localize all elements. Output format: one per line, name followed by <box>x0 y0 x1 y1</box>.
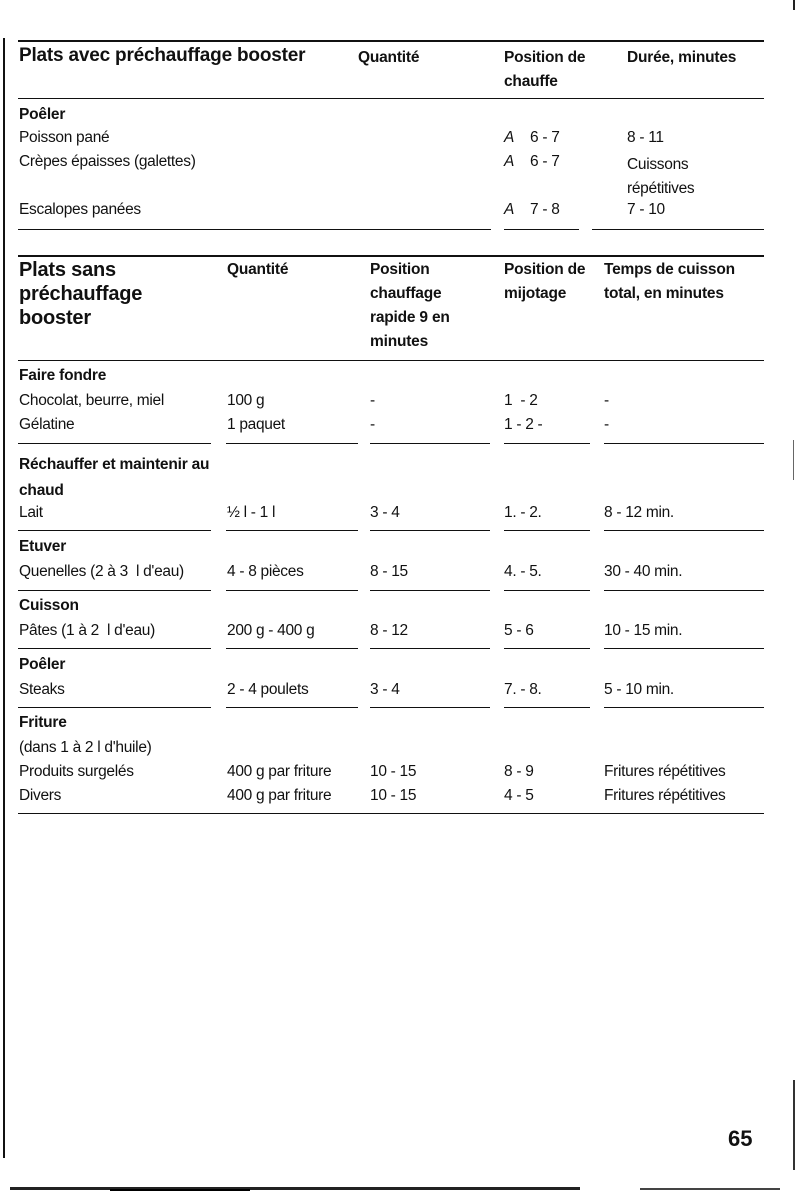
table-row-mijotage: 4. - 5. <box>504 563 542 580</box>
right-edge-mark <box>793 1080 795 1170</box>
row-rule <box>504 707 590 708</box>
booster-symbol-icon: A <box>504 153 515 170</box>
section-title: Friture <box>19 714 67 731</box>
table-row-dish: Steaks <box>19 681 65 698</box>
table-row-duration: 8 - 11 <box>627 129 664 146</box>
table-row-time: 10 - 15 min. <box>604 622 683 639</box>
row-rule <box>370 443 490 444</box>
booster-symbol-icon: A <box>504 201 515 218</box>
table-row-position: A 7 - 8 <box>504 201 560 218</box>
row-rule <box>370 530 490 531</box>
table-row-mijotage: 7. - 8. <box>504 681 542 698</box>
table-row-time: 5 - 10 min. <box>604 681 674 698</box>
table-row-time: Fritures répétitives <box>604 763 726 780</box>
section-title: Faire fondre <box>19 367 107 384</box>
table-row-dish: Chocolat, beurre, miel <box>19 392 165 409</box>
column-header-time-total: Temps de cuisson total, en minutes <box>604 261 735 302</box>
table-row-rapide: 10 - 15 <box>370 763 417 780</box>
row-rule <box>370 648 490 649</box>
bottom-scan-line <box>10 1187 580 1190</box>
row-rule <box>226 590 358 591</box>
section-note: (dans 1 à 2 l d'huile) <box>19 739 152 756</box>
table-row-mijotage: 1 - 2 - <box>504 416 543 433</box>
column-header-position-rapide: Position chauffage rapide 9 en minutes <box>370 261 450 350</box>
table-row-position: A 6 - 7 <box>504 129 560 146</box>
section-title-poeler: Poêler <box>19 106 66 123</box>
table-row-mijotage: 4 - 5 <box>504 787 534 804</box>
header-rule <box>18 360 764 361</box>
section-title: Etuver <box>19 538 67 555</box>
row-rule <box>504 443 590 444</box>
row-rule <box>370 707 490 708</box>
table-row-rapide: - <box>370 416 375 433</box>
row-rule <box>604 530 764 531</box>
row-rule <box>504 530 590 531</box>
table-row-mijotage: 8 - 9 <box>504 763 534 780</box>
column-header-quantity: Quantité <box>227 261 289 278</box>
row-rule <box>18 648 211 649</box>
table-row-time: - <box>604 392 609 409</box>
table-row-dish: Pâtes (1 à 2 l d'eau) <box>19 622 155 639</box>
table1-title: Plats avec préchauffage booster <box>19 45 306 66</box>
row-rule <box>226 443 358 444</box>
table-bottom-rule <box>504 229 579 230</box>
row-rule <box>504 648 590 649</box>
table-bottom-rule <box>592 229 764 230</box>
table-row-dish: Produits surgelés <box>19 763 134 780</box>
table-row-quantity: 400 g par friture <box>227 763 332 780</box>
table-row-dish: Poisson pané <box>19 129 110 146</box>
table-row-mijotage: 1. - 2. <box>504 504 542 521</box>
table-row-rapide: 3 - 4 <box>370 504 400 521</box>
table-row-mijotage: 1 - 2 <box>504 392 538 409</box>
row-rule <box>18 590 211 591</box>
row-rule <box>604 648 764 649</box>
table-row-time: 30 - 40 min. <box>604 563 683 580</box>
table-row-dish: Crèpes épaisses (galettes) <box>19 153 196 170</box>
bottom-scan-line <box>110 1189 250 1191</box>
table-row-dish: Gélatine <box>19 416 75 433</box>
page-number: 65 <box>728 1126 753 1151</box>
left-margin-rule <box>3 38 5 1158</box>
header-rule <box>18 98 764 99</box>
table-bottom-rule <box>18 229 491 230</box>
table-row-rapide: - <box>370 392 375 409</box>
row-rule <box>604 590 764 591</box>
row-rule <box>18 707 211 708</box>
table-bottom-rule <box>18 813 764 814</box>
table-row-time: - <box>604 416 609 433</box>
row-rule <box>226 707 358 708</box>
table-row-dish: Escalopes panées <box>19 201 141 218</box>
table-row-dish: Quenelles (2 à 3 l d'eau) <box>19 563 184 580</box>
table-row-dish: Lait <box>19 504 43 521</box>
column-header-position-mijotage: Position de mijotage <box>504 261 586 302</box>
table-row-position: A 6 - 7 <box>504 153 560 170</box>
table-row-quantity: ½ l - 1 l <box>227 504 276 521</box>
table-row-rapide: 3 - 4 <box>370 681 400 698</box>
row-rule <box>226 648 358 649</box>
table-top-rule <box>18 255 764 257</box>
row-rule <box>370 590 490 591</box>
booster-symbol-icon: A <box>504 129 515 146</box>
table-row-duration: 7 - 10 <box>627 201 665 218</box>
table-row-rapide: 8 - 15 <box>370 563 408 580</box>
table-row-quantity: 1 paquet <box>227 416 285 433</box>
table-row-rapide: 8 - 12 <box>370 622 408 639</box>
column-header-position: Position de chauffe <box>504 49 586 90</box>
right-edge-mark <box>793 440 794 480</box>
table-row-duration: Cuissons répétitives <box>627 156 695 197</box>
table-row-quantity: 200 g - 400 g <box>227 622 315 639</box>
right-edge-mark <box>793 0 795 10</box>
column-header-duration: Durée, minutes <box>627 49 737 66</box>
table-row-quantity: 4 - 8 pièces <box>227 563 304 580</box>
section-title: Cuisson <box>19 597 79 614</box>
table-top-rule <box>18 40 764 42</box>
row-rule <box>604 707 764 708</box>
row-rule <box>604 443 764 444</box>
table2-title: Plats sans préchauffage booster <box>19 259 143 329</box>
table-row-quantity: 100 g <box>227 392 265 409</box>
table-row-dish: Divers <box>19 787 62 804</box>
section-title: Réchauffer et maintenir au chaud <box>19 456 210 499</box>
table-row-quantity: 400 g par friture <box>227 787 332 804</box>
row-rule <box>504 590 590 591</box>
column-header-quantity: Quantité <box>358 49 420 66</box>
row-rule <box>226 530 358 531</box>
row-rule <box>18 530 211 531</box>
section-title: Poêler <box>19 656 66 673</box>
row-rule <box>18 443 211 444</box>
bottom-scan-line <box>640 1188 780 1190</box>
table-row-quantity: 2 - 4 poulets <box>227 681 309 698</box>
table-row-rapide: 10 - 15 <box>370 787 417 804</box>
table-row-mijotage: 5 - 6 <box>504 622 534 639</box>
table-row-time: Fritures répétitives <box>604 787 726 804</box>
table-row-time: 8 - 12 min. <box>604 504 674 521</box>
